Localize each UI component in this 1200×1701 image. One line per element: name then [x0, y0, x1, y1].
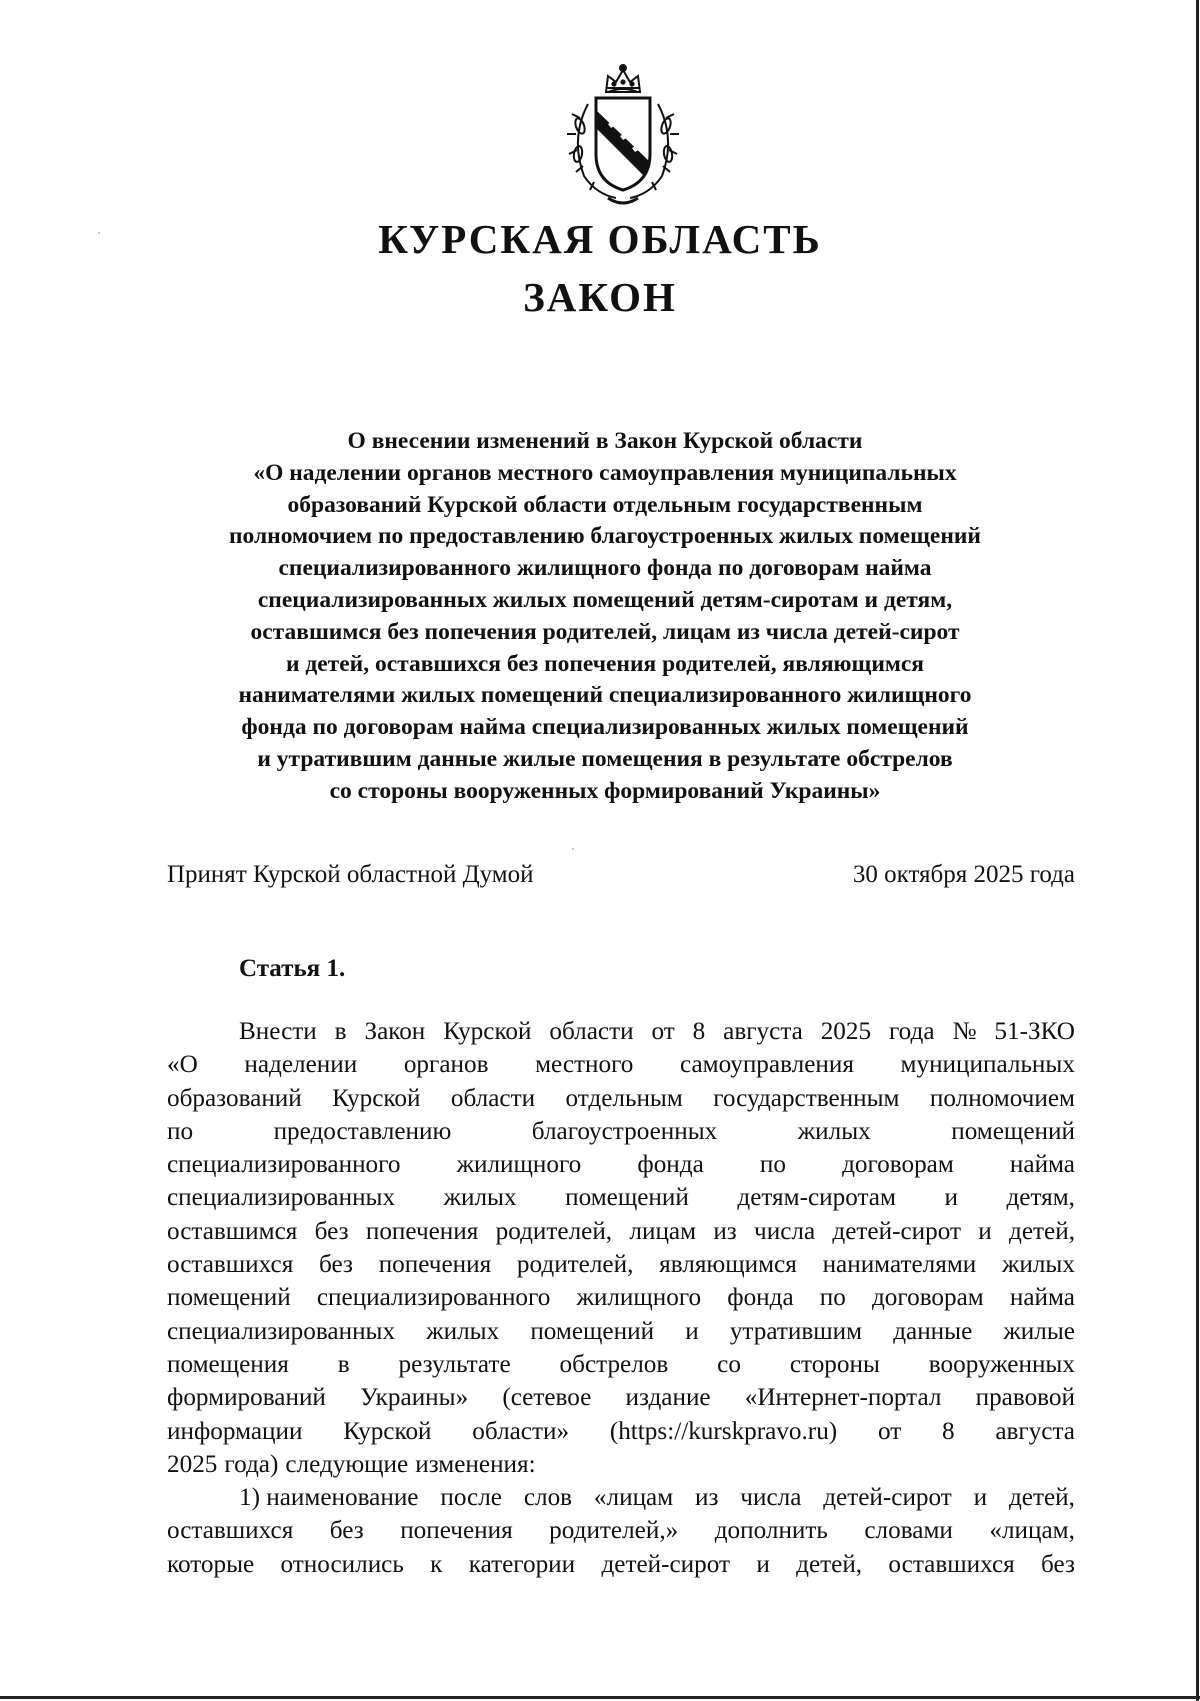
- region-title: КУРСКАЯ ОБЛАСТЬ: [378, 216, 822, 262]
- article-word: утратившим: [729, 1317, 863, 1345]
- article-word: детей,: [1008, 1484, 1075, 1512]
- article-word: без: [314, 1217, 349, 1245]
- article-word: родителей,: [495, 1217, 613, 1245]
- article-word: по: [759, 1151, 786, 1179]
- article-word: полномочием: [929, 1084, 1075, 1112]
- document-type-title: ЗАКОН: [523, 274, 677, 320]
- article-word: жилищного: [576, 1284, 702, 1312]
- scan-speck: [572, 848, 574, 850]
- article-line: [167, 1415, 1075, 1448]
- article-word: Курской: [343, 1417, 432, 1445]
- article-word: договорам: [871, 1284, 984, 1312]
- article-word: помещений: [951, 1117, 1075, 1145]
- article-word: года): [224, 1450, 279, 1478]
- article-line: [167, 1215, 1075, 1248]
- article-word: попечения: [365, 1217, 479, 1245]
- scan-border-bottom: [0, 1696, 1200, 1699]
- article-word: 51-ЗКО: [994, 1018, 1075, 1045]
- article-line: [167, 1181, 1075, 1214]
- article-word: Внести: [239, 1018, 317, 1045]
- article-word: 1) наименование: [239, 1484, 419, 1512]
- heading-line: специализированных жилых помещений детям-сиротам и детям,: [257, 586, 953, 613]
- article-word: относились: [280, 1550, 404, 1578]
- article-line: [167, 1315, 1075, 1348]
- article-word: Курской: [332, 1084, 421, 1112]
- article-word: попечения: [400, 1517, 513, 1545]
- article-line: [167, 1248, 1075, 1281]
- article-line: [167, 1048, 1075, 1081]
- article-word: словами: [864, 1517, 953, 1545]
- article-word: по: [167, 1117, 194, 1145]
- article-word: информации: [167, 1417, 303, 1445]
- heading-line: О внесении изменений в Закон Курской области: [347, 428, 863, 454]
- heading-line: и утратившим данные жилые помещения в результате обстрелов: [257, 745, 953, 772]
- heading-line: образований Курской области отдельным государственным: [287, 491, 923, 518]
- article-word: образований: [167, 1084, 302, 1112]
- article-body: [167, 1015, 1075, 1581]
- kursk-coat-of-arms-icon: [556, 58, 690, 208]
- article-word: «Интернет-портал: [744, 1384, 942, 1412]
- article-word: стороны: [789, 1350, 880, 1378]
- article-word: (сетевое: [502, 1384, 592, 1412]
- article-word: результате: [398, 1350, 511, 1378]
- article-word: жилых: [426, 1317, 500, 1345]
- article-word: лицам: [629, 1217, 697, 1245]
- document-title-block: [0, 210, 1200, 326]
- article-word: 8: [941, 1417, 955, 1445]
- article-word: найма: [1009, 1151, 1075, 1179]
- article-line: [167, 1381, 1075, 1414]
- heading-line: полномочием по предоставлению благоустроенных жилых помещений: [229, 523, 981, 550]
- article-word: и: [973, 1484, 988, 1512]
- article-word: специализированных: [167, 1317, 396, 1345]
- article-word: государственным: [713, 1084, 900, 1112]
- article-line: [167, 1015, 1075, 1048]
- article-word: детей-сирот: [823, 1484, 952, 1512]
- article-word: после: [440, 1484, 502, 1512]
- article-heading: Статья 1.: [239, 955, 346, 982]
- article-word: без: [319, 1251, 353, 1279]
- article-word: наделении: [244, 1051, 358, 1079]
- article-line: [167, 1148, 1075, 1181]
- article-line: [167, 1448, 1075, 1481]
- scan-speck: [98, 232, 100, 234]
- article-word: оставшихся: [167, 1517, 294, 1545]
- article-word: обстрелов: [559, 1350, 669, 1378]
- crown-icon: [606, 65, 640, 92]
- article-word: изменения:: [415, 1450, 536, 1478]
- law-heading: [150, 426, 1060, 808]
- article-word: правовой: [975, 1384, 1075, 1412]
- article-word: оставшимся: [167, 1217, 298, 1245]
- article-word: «лицам,: [989, 1517, 1075, 1545]
- heading-line: нанимателями жилых помещений специализированного жилищного: [238, 682, 972, 709]
- article-word: жилых: [443, 1184, 517, 1212]
- article-word: вооруженных: [928, 1350, 1075, 1378]
- article-word: жилых: [797, 1117, 871, 1145]
- article-word: жилых: [1001, 1251, 1075, 1279]
- article-word: детям,: [1006, 1184, 1075, 1212]
- article-word: родителей,»: [549, 1517, 679, 1545]
- article-line: [167, 1281, 1075, 1314]
- article-word: жилые: [1003, 1317, 1075, 1345]
- article-line: [167, 1082, 1075, 1115]
- article-line: [167, 1348, 1075, 1381]
- article-word: по: [819, 1284, 846, 1312]
- heading-line: оставшимся без попечения родителей, лицам из числа детей-сирот: [250, 618, 960, 645]
- article-word: отдельным: [565, 1084, 683, 1112]
- article-word: муниципальных: [900, 1051, 1075, 1079]
- article-word: и: [685, 1317, 699, 1345]
- article-word: предоставлению: [273, 1117, 452, 1145]
- article-word: от: [651, 1018, 675, 1045]
- article-word: года: [888, 1018, 935, 1045]
- article-word: детей-сирот: [601, 1550, 731, 1578]
- heading-line: фонда по договорам найма специализированных жилых помещений: [241, 714, 969, 741]
- article-word: местного: [535, 1051, 634, 1079]
- article-word: без: [329, 1517, 364, 1545]
- article-word: области»: [472, 1417, 570, 1445]
- article-line: [167, 1514, 1075, 1547]
- article-word: области: [450, 1084, 536, 1112]
- article-word: родителей,: [516, 1251, 634, 1279]
- article-word: без: [1041, 1550, 1075, 1578]
- article-word: дополнить: [714, 1517, 828, 1545]
- heading-line: со стороны вооруженных формирований Украины»: [329, 777, 881, 804]
- article-word: фонда: [727, 1284, 794, 1312]
- article-word: «лицам: [593, 1484, 674, 1512]
- article-word: 2025: [167, 1450, 218, 1478]
- article-word: благоустроенных: [531, 1117, 718, 1145]
- article-word: категории: [468, 1550, 576, 1578]
- article-word: издание: [625, 1384, 711, 1412]
- article-word: Курской: [443, 1018, 532, 1045]
- article-word: помещений: [565, 1184, 689, 1212]
- article-line: [167, 1481, 1075, 1514]
- article-word: со: [717, 1350, 741, 1378]
- article-word: помещений: [167, 1284, 291, 1312]
- scan-border-right: [1196, 0, 1199, 1701]
- article-word: договорам: [842, 1151, 954, 1179]
- article-word: Закон: [364, 1018, 426, 1045]
- adopted-by: Принят Курской областной Думой: [167, 861, 534, 888]
- article-word: формирований: [167, 1384, 326, 1412]
- article-word: 2025: [820, 1018, 872, 1045]
- article-word: данные: [893, 1317, 973, 1345]
- article-word: августа: [995, 1417, 1075, 1445]
- article-word: числа: [740, 1484, 802, 1512]
- article-line: [167, 1115, 1075, 1148]
- heading-line: и детей, оставшихся без попечения родителей, являющимся: [285, 650, 925, 677]
- shield-icon: [596, 98, 650, 190]
- article-word: специализированного: [316, 1284, 551, 1312]
- article-word: и: [944, 1184, 958, 1212]
- article-word: августа: [723, 1018, 803, 1045]
- article-word: №: [952, 1018, 977, 1045]
- article-word: 8: [692, 1018, 706, 1045]
- article-word: и: [978, 1217, 992, 1245]
- article-word: к: [430, 1550, 443, 1578]
- article-word: детей-сирот: [832, 1217, 961, 1245]
- article-word: «О: [167, 1051, 198, 1079]
- article-word: из: [695, 1484, 719, 1512]
- article-word: являющимся: [659, 1251, 797, 1279]
- article-word: детей,: [1009, 1217, 1075, 1245]
- article-word: найма: [1009, 1284, 1075, 1312]
- article-word: нанимателями: [822, 1251, 977, 1279]
- article-word: специализированного: [167, 1151, 401, 1179]
- article-word: попечения: [378, 1251, 492, 1279]
- article-word: области: [549, 1018, 634, 1045]
- heading-line: специализированного жилищного фонда по договорам найма: [278, 555, 932, 582]
- article-word: (https://kurskpravo.ru): [609, 1417, 838, 1445]
- article-word: помещений: [530, 1317, 655, 1345]
- heading-line: «О наделении органов местного самоуправления муниципальных: [253, 459, 957, 486]
- article-word: от: [877, 1417, 902, 1445]
- article-word: следующие: [285, 1450, 409, 1478]
- adoption-date: 30 октября 2025 года: [852, 861, 1075, 888]
- article-word: органов: [403, 1051, 489, 1079]
- article-word: в: [337, 1350, 350, 1378]
- article-word: специализированных: [167, 1184, 396, 1212]
- article-word: самоуправления: [680, 1051, 854, 1079]
- article-word: жилищного: [456, 1151, 582, 1179]
- article-line: [167, 1548, 1075, 1581]
- article-word: слов: [523, 1484, 573, 1512]
- article-word: фонда: [637, 1151, 704, 1179]
- article-word: детям-сиротам: [737, 1184, 896, 1212]
- article-word: помещения: [167, 1350, 289, 1378]
- article-word: детей,: [796, 1550, 863, 1578]
- article-word: оставшихся: [167, 1251, 294, 1279]
- article-word: Украины»: [360, 1384, 469, 1412]
- article-word: числа: [754, 1217, 816, 1245]
- article-word: которые: [167, 1550, 255, 1578]
- article-word: оставшихся: [888, 1550, 1015, 1578]
- article-word: и: [756, 1550, 770, 1578]
- article-word: из: [713, 1217, 737, 1245]
- article-word: в: [334, 1018, 347, 1045]
